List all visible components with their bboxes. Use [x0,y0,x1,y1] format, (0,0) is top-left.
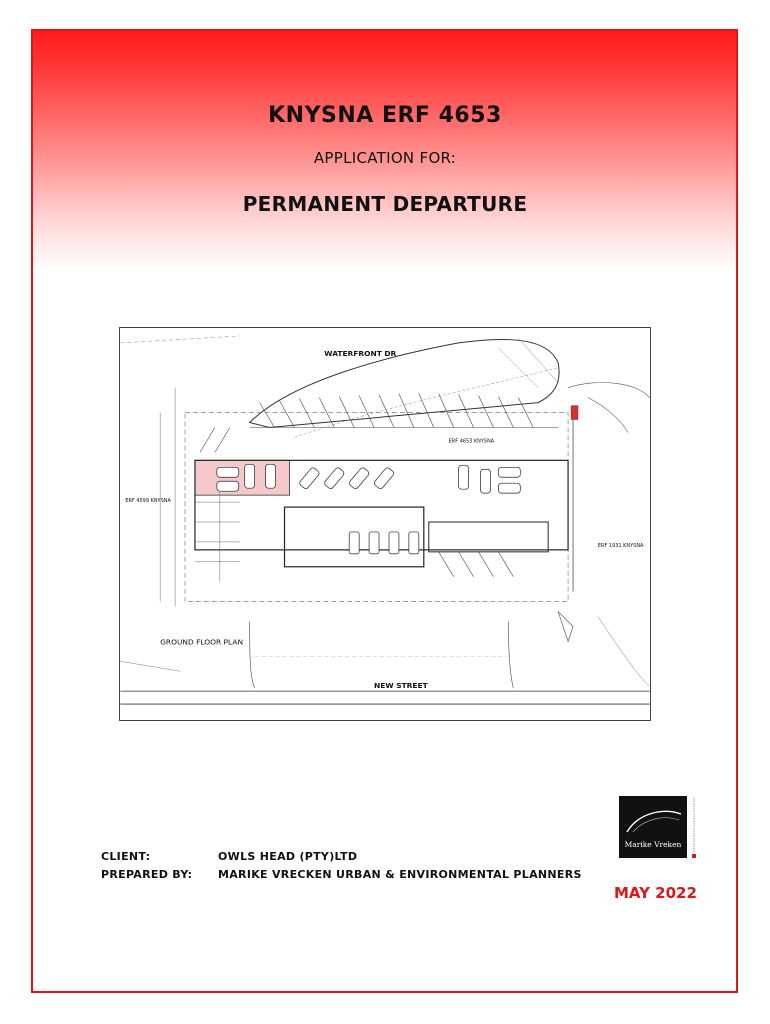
site-plan-drawing [119,327,651,721]
logo-side-mark [691,796,697,860]
logo-name: Marike Vreken [624,840,682,849]
document-heading: PERMANENT DEPARTURE [242,192,528,216]
prepared-value: MARIKE VRECKEN URBAN & ENVIRONMENTAL PLANNERS [218,868,582,881]
prepared-label: PREPARED BY: [101,868,193,881]
erf-center-label: ERF 4653 KNYSNA [448,438,495,445]
document-date: MAY 2022 [614,884,697,902]
street-label-bottom: NEW STREET [374,681,428,691]
street-label-top: WATERFRONT DR [324,348,397,358]
waterfront-road [250,339,559,427]
erf-right-label: ERF 1931 KNYSNA [597,542,644,549]
document-title: KNYSNA ERF 4653 [268,103,502,128]
new-street-road [120,691,649,704]
logo-arc-icon [619,796,687,840]
client-value: OWLS HEAD (PTY)LTD [218,850,358,863]
plan-caption: GROUND FLOOR PLAN [160,637,244,647]
erf-left-label: ERF 4599 KNYSNA [125,498,171,505]
company-logo [619,796,687,858]
site-plan-svg [120,328,650,720]
document-subtitle: APPLICATION FOR: [313,149,457,167]
client-label: CLIENT: [101,850,151,863]
